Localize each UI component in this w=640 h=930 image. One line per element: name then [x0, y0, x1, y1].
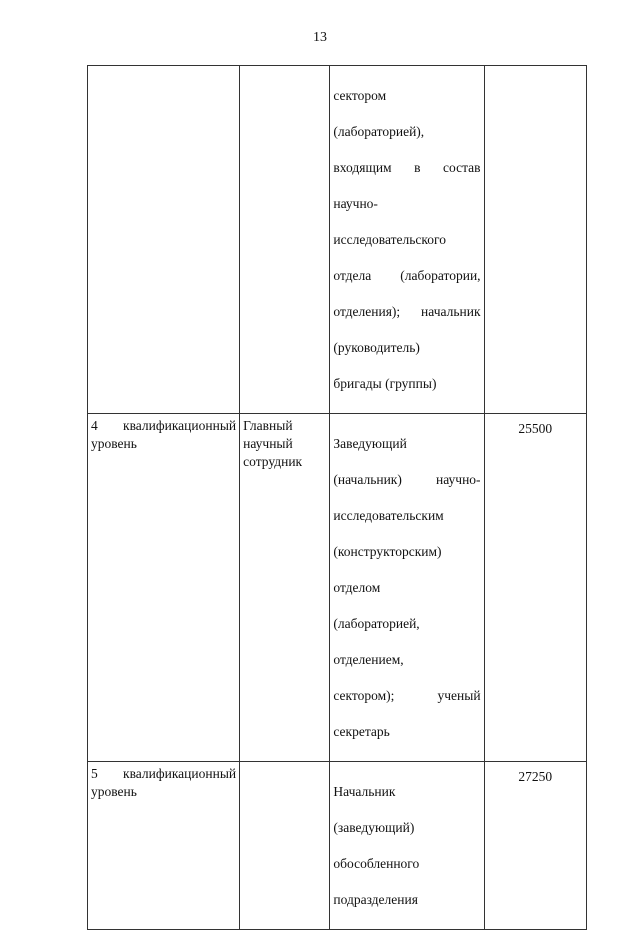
description-line: исследовательского [333, 232, 446, 247]
description-line: (начальник) научно- [333, 472, 481, 487]
description-line: научно- [333, 196, 378, 211]
salary-cell [484, 66, 586, 414]
description-line: отделом [333, 580, 381, 595]
description-line: отдела (лаборатории, [333, 268, 481, 283]
qualification-level-cell: 4 квалификационный уровень [88, 414, 240, 762]
table-row [88, 762, 587, 930]
description-line: (конструкторским) [333, 544, 442, 559]
table-row [88, 414, 587, 762]
description-line: входящим в состав [333, 160, 481, 175]
description-line: (заведующий) [333, 820, 415, 835]
description-line: отделением, [333, 652, 404, 667]
position-cell [240, 762, 330, 930]
qualification-level-cell: 5 квалификационный уровень [88, 762, 240, 930]
description-line: секретарь [333, 724, 390, 739]
table-row [88, 66, 587, 414]
description-cell [330, 762, 484, 930]
salary-cell: 25500 [484, 414, 586, 762]
description-line: Заведующий [333, 436, 407, 451]
description-line: (лабораторией, [333, 616, 420, 631]
description-line: сектором); ученый [333, 688, 481, 703]
description-line: подразделения [333, 892, 418, 907]
description-cell [330, 66, 484, 414]
page-number: 13 [313, 30, 327, 45]
position-cell [240, 66, 330, 414]
salary-cell: 27250 [484, 762, 586, 930]
salary-table [87, 65, 587, 930]
description-line: обособленного [333, 856, 420, 871]
description-line: (лабораторией), [333, 124, 425, 139]
qualification-level-cell [88, 66, 240, 414]
description-cell [330, 414, 484, 762]
position-cell: Главный научный сотрудник [240, 414, 330, 762]
description-line: сектором [333, 88, 387, 103]
description-line: Начальник [333, 784, 396, 799]
description-line: бригады (группы) [333, 376, 437, 391]
description-line: исследовательским [333, 508, 444, 523]
description-line: (руководитель) [333, 340, 420, 355]
description-line: отделения); начальник [333, 304, 481, 319]
